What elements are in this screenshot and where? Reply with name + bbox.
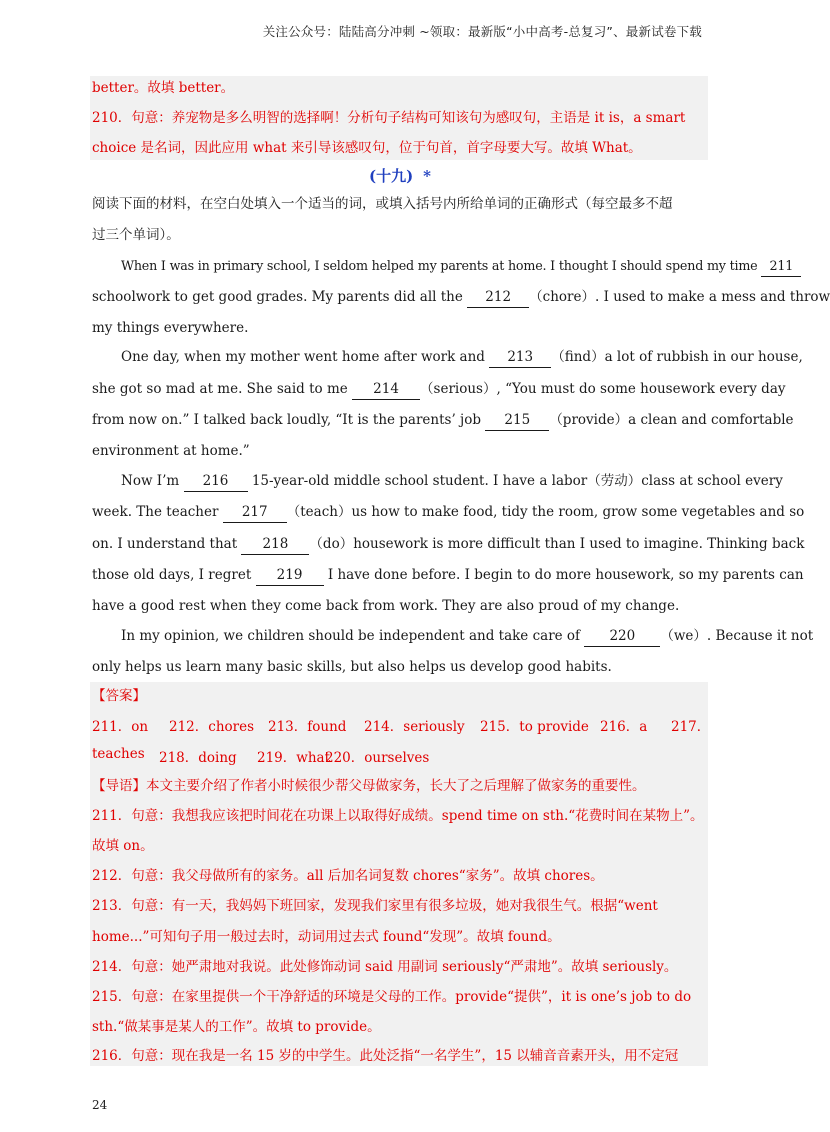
prev-answer-line: 210．句意：养宠物是多么明智的选择啊！分析句子结构可知该句为感叹句，主语是 it is，a smart bbox=[92, 110, 686, 126]
answer-item: 219．what bbox=[257, 750, 330, 766]
explanation-line: home...”可知句子用一般过去时，动词用过去式 found“发现”。故填 found。 bbox=[92, 929, 561, 945]
prev-answer-line: choice 是名词，因此应用 what 来引导该感叹句，位于句首，首字母要大写。故填 What。 bbox=[92, 140, 642, 156]
answer-label: 【答案】 bbox=[92, 688, 146, 704]
passage-line: she got so mad at me. She said to me 214 （serious）, “You must do some housework every day bbox=[92, 379, 786, 400]
passage-line: from now on.” I talked back loudly, “It is the parents’ job 215 （provide）a clean and comfortable bbox=[92, 410, 794, 431]
explanation-line: 211．句意：我想我应该把时间花在功课上以取得好成绩。spend time on sth.“花费时间在某物上”。 bbox=[92, 808, 704, 824]
blank-211: 211 bbox=[761, 256, 801, 277]
blank-212: 212 bbox=[467, 287, 529, 308]
section-title bbox=[0, 165, 800, 186]
explanation-line: 故填 on。 bbox=[92, 838, 154, 854]
blank-216: 216 bbox=[184, 471, 248, 492]
passage-line: those old days, I regret 219 I have done before. I begin to do more housework, so my parents can bbox=[92, 565, 804, 586]
passage-line: have a good rest when they come back from work. They are also proud of my change. bbox=[92, 598, 680, 614]
explanation-line: 216．句意：现在我是一名 15 岁的中学生。此处泛指“一名学生”，15 以辅音音素开头，用不定冠 bbox=[92, 1048, 679, 1064]
blank-218: 218 bbox=[241, 534, 309, 555]
blank-213: 213 bbox=[489, 347, 551, 368]
passage-line: Now I’m 216 15-year-old middle school student. I have a labor（劳动）class at school every bbox=[121, 471, 783, 492]
passage-line: One day, when my mother went home after work and 213 （find）a lot of rubbish in our house, bbox=[121, 347, 803, 368]
passage-line: In my opinion, we children should be independent and take care of 220 （we）. Because it not bbox=[121, 626, 813, 647]
answer-item: 218．doing bbox=[159, 750, 237, 766]
page-header: 关注公众号：陆陆高分冲刺 ~领取：最新版“小中高考-总复习”、最新试卷下载 bbox=[262, 24, 702, 39]
passage-line: week. The teacher 217 （teach）us how to make food, tidy the room, grow some vegetables and so bbox=[92, 502, 804, 523]
answer-item: 211．on bbox=[92, 719, 149, 735]
answer-item: 213．found bbox=[268, 719, 347, 735]
answer-item: 220．ourselves bbox=[325, 750, 430, 766]
instruction-line: 阅读下面的材料，在空白处填入一个适当的词，或填入括号内所给单词的正确形式（每空最多不超 bbox=[92, 196, 673, 212]
blank-214: 214 bbox=[352, 379, 420, 400]
section-number: (十九) bbox=[368, 167, 414, 185]
blank-215: 215 bbox=[485, 410, 549, 431]
passage-line: environment at home.” bbox=[92, 443, 250, 459]
answer-item: 217． bbox=[671, 719, 711, 735]
answer-item: 212．chores bbox=[169, 719, 255, 735]
answer-item: 216．a bbox=[600, 719, 648, 735]
explanation-line: sth.“做某事是某人的工作”。故填 to provide。 bbox=[92, 1019, 381, 1035]
passage-line: on. I understand that 218 （do）housework is more difficult than I used to imagine. Thinking back bbox=[92, 534, 804, 555]
blank-219: 219 bbox=[256, 565, 324, 586]
guide-line: 【导语】本文主要介绍了作者小时候很少帮父母做家务，长大了之后理解了做家务的重要性。 bbox=[92, 778, 646, 794]
page-number: 24 bbox=[92, 1098, 108, 1112]
explanation-line: 215．句意：在家里提供一个干净舒适的环境是父母的工作。provide“提供”，it is one’s job to do bbox=[92, 989, 692, 1005]
blank-220: 220 bbox=[584, 626, 660, 647]
instruction-line: 过三个单词）。 bbox=[92, 227, 180, 243]
answer-item: teaches bbox=[92, 746, 145, 762]
explanation-line: 214．句意：她严肃地对我说。此处修饰动词 said 用副词 seriously“严肃地”。故填 seriously。 bbox=[92, 959, 678, 975]
star-icon: * bbox=[423, 167, 432, 185]
explanation-line: 212．句意：我父母做所有的家务。all 后加名词复数 chores“家务”。故填 chores。 bbox=[92, 868, 604, 884]
blank-217: 217 bbox=[223, 502, 287, 523]
passage-line: schoolwork to get good grades. My parents did all the 212 （chore）. I used to make a mess and throw bbox=[92, 287, 830, 308]
passage-line: my things everywhere. bbox=[92, 320, 249, 336]
passage-line: When I was in primary school, I seldom helped my parents at home. I thought I should spend my time 211 bbox=[121, 256, 801, 277]
answer-item: 215．to provide bbox=[480, 719, 589, 735]
passage-line: only helps us learn many basic skills, but also helps us develop good habits. bbox=[92, 659, 612, 675]
answer-item: 214．seriously bbox=[364, 719, 465, 735]
explanation-line: 213．句意：有一天，我妈妈下班回家，发现我们家里有很多垃圾，她对我很生气。根据“went bbox=[92, 898, 658, 914]
prev-answer-line: better。故填 better。 bbox=[92, 80, 235, 96]
